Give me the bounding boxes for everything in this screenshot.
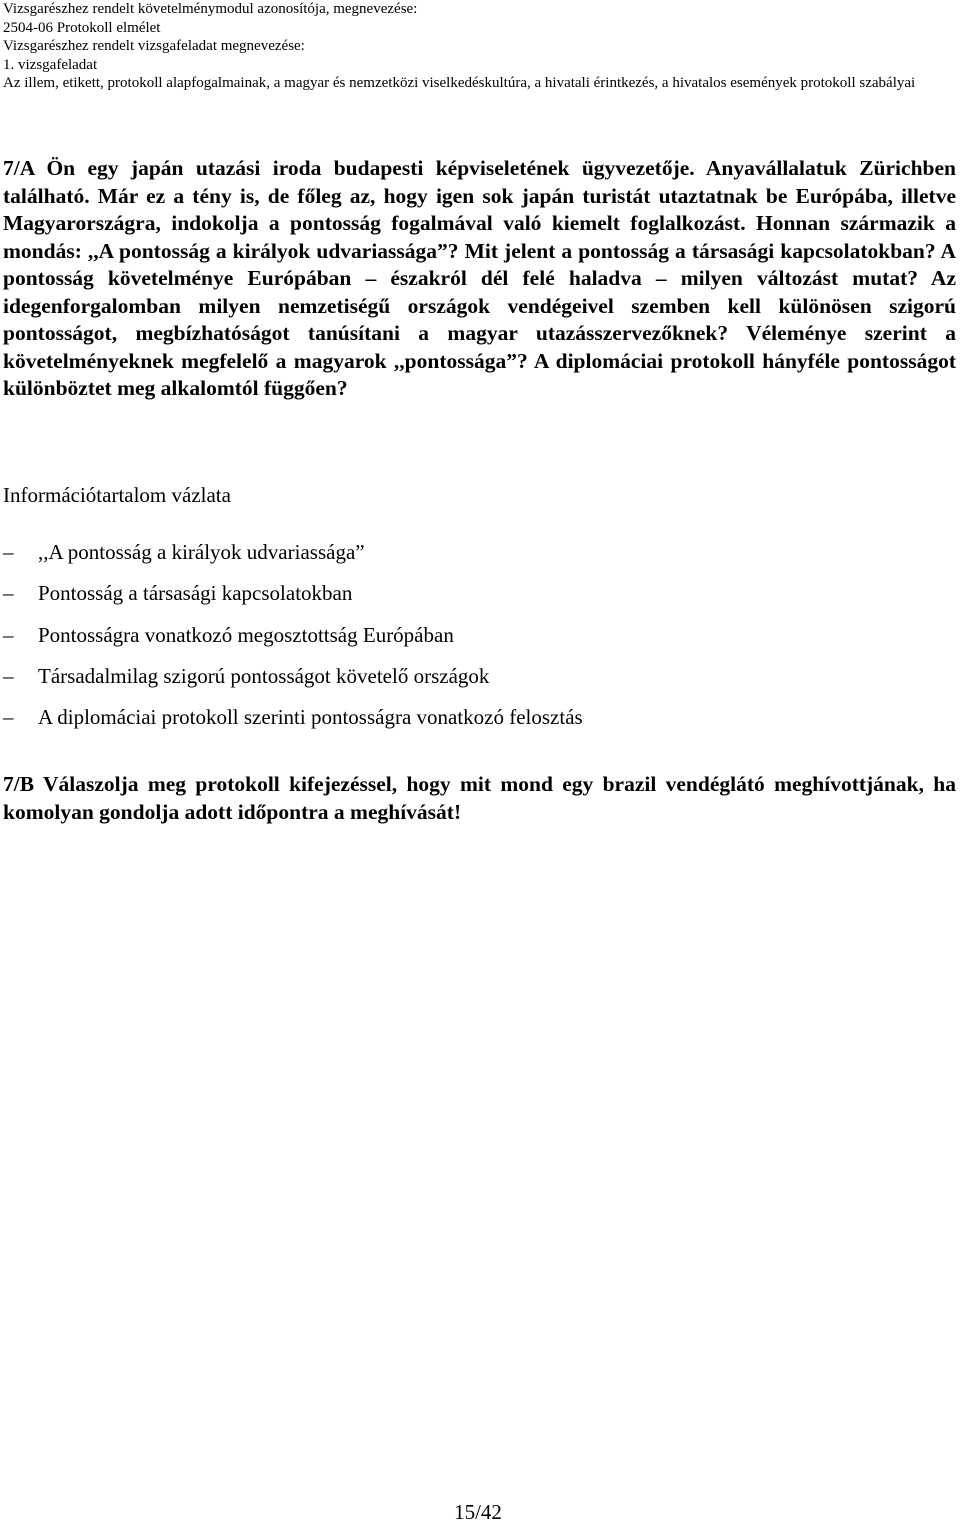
- page-number-text: 15/42: [454, 1500, 502, 1524]
- outline-list: [3, 539, 583, 745]
- header-task-label: Vizsgarészhez rendelt vizsgafeladat megnevezése:: [3, 38, 305, 54]
- outline-item-text: Pontosság a társasági kapcsolatokban: [38, 581, 353, 606]
- outline-item-text: A diplomáciai protokoll szerinti pontosságra vonatkozó felosztás: [38, 705, 583, 730]
- task-7b-text: 7/B Válaszolja meg protokoll kifejezéssel, hogy mit mond egy brazil vendéglátó meghívottjának, ha komolyan gondolja adott időpontra a meghívását!: [3, 772, 956, 824]
- page-number: [0, 1499, 960, 1525]
- header-module-name: 2504-06 Protokoll elmélet: [3, 19, 161, 36]
- dash-bullet: –: [3, 705, 14, 730]
- dash-bullet: –: [3, 540, 14, 564]
- header-task-topic: Az illem, etikett, protokoll alapfogalmainak, a magyar és nemzetközi viselkedéskultúra, a hivatali érintkezés, a hivatalos események protokoll szabályai: [3, 75, 916, 91]
- outline-item: [3, 580, 583, 621]
- outline-item: [3, 622, 583, 663]
- outline-item-text: Társadalmilag szigorú pontosságot követelő országok: [38, 663, 490, 688]
- outline-item: [3, 539, 583, 580]
- dash-bullet: –: [3, 663, 14, 688]
- task-7a-text: 7/A Ön egy japán utazási iroda budapesti képviseletének ügyvezetője. Anyavállalatuk Zürichben található. Már ez a tény is, de főleg az, hogy igen sok japán turistát utaztatnak be Európába, illetve Magyarországra, indokolja a pontosság fogalmával való kiemelt foglalkozást. Honnan származik a mondás: ,,A pontosság a királyok udvariassága”? Mit jelent a pontosság a társasági kapcsolatokban? A pontosság követelménye Európában – északról dél felé haladva – milyen változást mutat? Az idegenforgalomban milyen nemzetiségű országok vendégeivel szemben kell különösen szigorú pontosságot, megbízhatóságot tanúsítani a magyar utazásszervezőknek? Véleménye szerint a követelményeknek megfelelő a magyarok ,,pontossága”? A diplomáciai protokoll hányféle pontosságot különböztet meg alkalomtól függően?: [3, 156, 956, 400]
- outline-item-text: ,,A pontosság a királyok udvariassága”: [38, 540, 365, 564]
- header-task-name: 1. vizsgafeladat: [3, 56, 98, 73]
- outline-item: [3, 704, 583, 745]
- dash-bullet: –: [3, 622, 14, 647]
- outline-item-text: Pontosságra vonatkozó megosztottság Európában: [38, 622, 454, 647]
- outline-title: Információtartalom vázlata: [3, 483, 231, 507]
- outline-item: [3, 663, 583, 704]
- dash-bullet: –: [3, 581, 14, 606]
- header-module-label: Vizsgarészhez rendelt követelménymodul azonosítója, megnevezése:: [3, 1, 418, 17]
- exam-header: [3, 0, 955, 93]
